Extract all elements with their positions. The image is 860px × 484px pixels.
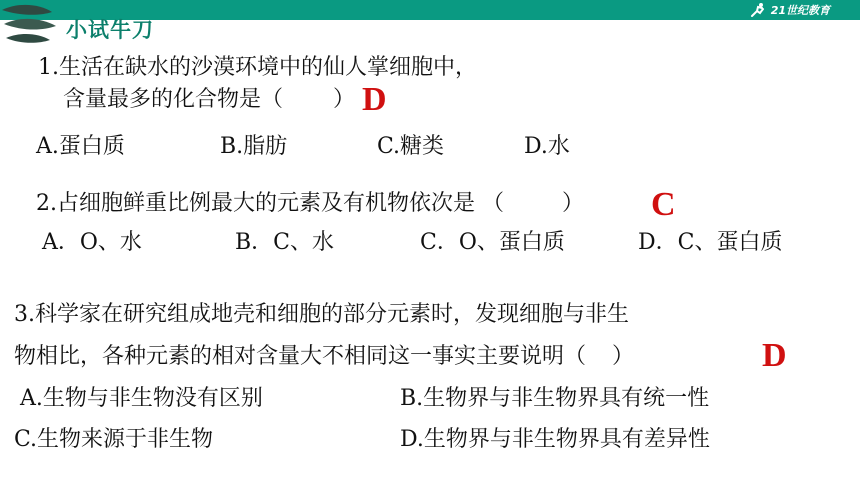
q2-option-a: A．O、水 [42,230,142,255]
q3-option-b: B.生物界与非生物界具有统一性 [400,386,710,411]
q1-stem: 含量最多的化合物是（ [63,87,284,112]
q3-answer: D [762,337,787,374]
q2-stem: 2.占细胞鲜重比例最大的元素及有机物依次是 （ [36,191,504,216]
q1-line2 [63,86,355,114]
section-title: 小试牛刀 [66,18,154,42]
q2-option-d: D．C、蛋白质 [638,230,783,255]
q3-line1: 3.科学家在研究组成地壳和细胞的部分元素时，发现细胞与非生 [14,302,629,327]
q1-option-c: C.糖类 [377,134,445,159]
runner-icon [749,2,767,18]
q3-option-d: D.生物界与非生物界具有差异性 [400,427,710,452]
q1-option-a: A.蛋白质 [36,134,125,159]
logo-text: 21世纪教育 [770,4,830,17]
q2-option-b: B．C、水 [235,230,335,255]
q2-bracket-close: ） [562,191,585,216]
q1-line1: 1.生活在缺水的沙漠环境中的仙人掌细胞中， [38,55,477,80]
q1-bracket-close: ） [333,87,356,112]
q3-option-a: A.生物与非生物没有区别 [20,386,263,411]
leaf-decoration-icon [0,0,60,46]
q3-bracket-close: ） [612,344,635,369]
q3-stem: 物相比，各种元素的相对含量大不相同这一事实主要说明（ [14,344,587,369]
q1-option-b: B.脂肪 [220,134,288,159]
q1-answer: D [362,81,387,118]
q3-option-c: C.生物来源于非生物 [14,427,214,452]
q2-option-c: C．O、蛋白质 [420,230,565,255]
q2-line1 [36,190,584,218]
site-logo [749,1,830,19]
q2-answer: C [651,186,676,223]
q3-line2 [14,343,634,371]
q1-option-d: D.水 [524,134,570,159]
